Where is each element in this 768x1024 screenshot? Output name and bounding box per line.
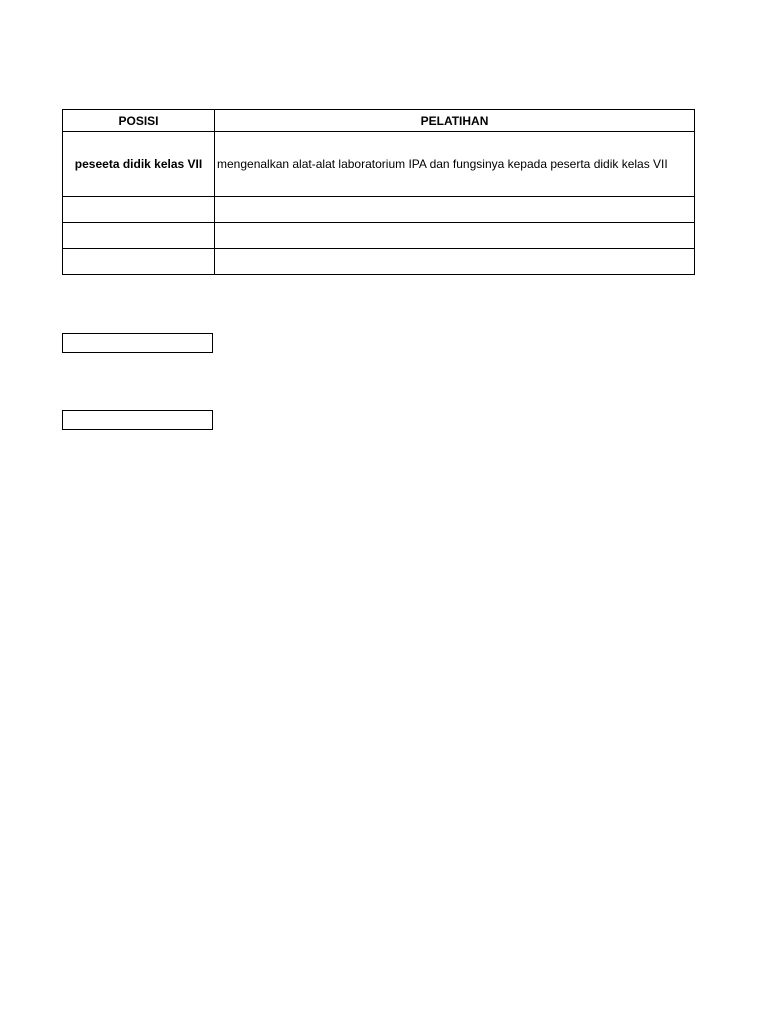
cell-posisi (63, 223, 215, 249)
table-row (63, 223, 695, 249)
cell-posisi (63, 197, 215, 223)
cell-pelatihan (215, 223, 695, 249)
cell-posisi (63, 249, 215, 275)
cell-pelatihan (215, 249, 695, 275)
header-pelatihan: PELATIHAN (215, 110, 695, 132)
training-table (62, 109, 695, 275)
cell-posisi: peseeta didik kelas VII (63, 132, 215, 197)
table-row (63, 132, 695, 197)
blank-box-2 (62, 410, 213, 430)
table-header-row (63, 110, 695, 132)
cell-pelatihan: mengenalkan alat-alat laboratorium IPA dan fungsinya kepada peserta didik kelas VII (215, 132, 695, 197)
table-row (63, 249, 695, 275)
blank-box-1 (62, 333, 213, 353)
header-posisi: POSISI (63, 110, 215, 132)
table-row (63, 197, 695, 223)
cell-pelatihan (215, 197, 695, 223)
